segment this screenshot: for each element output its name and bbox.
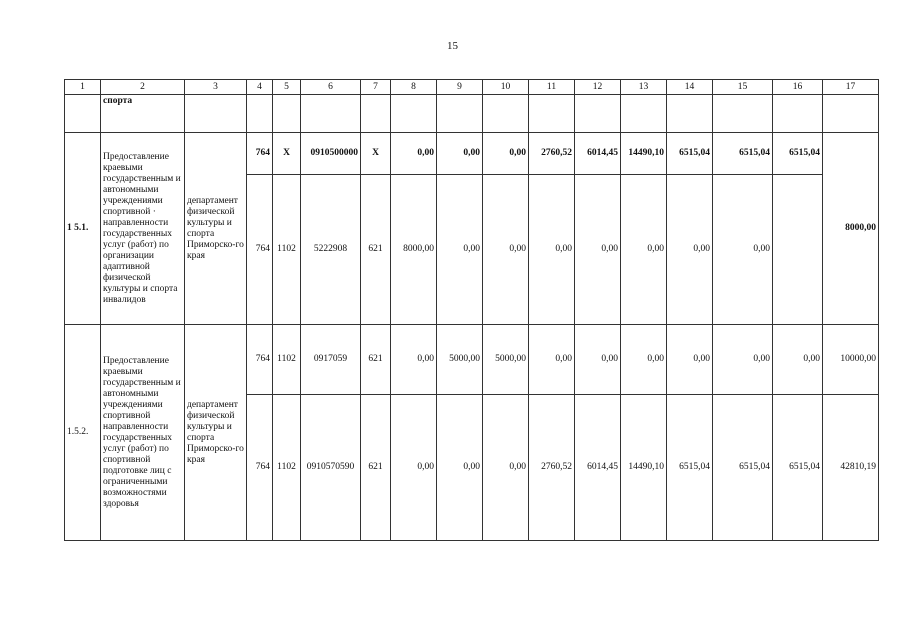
table-cell: 621: [361, 175, 391, 325]
table-cell: 5000,00: [483, 325, 529, 395]
table-cell: 0,00: [575, 325, 621, 395]
table-cell: 6515,04: [773, 133, 823, 175]
table-cell: 0,00: [621, 175, 667, 325]
table-cell: 6014,45: [575, 133, 621, 175]
page-number: 15: [447, 40, 458, 52]
table-cell: 764: [247, 325, 273, 395]
table-cell: 8000,00: [391, 175, 437, 325]
table-cell: 0,00: [391, 133, 437, 175]
table-cell: 0,00: [667, 325, 713, 395]
table-cell: 5000,00: [437, 325, 483, 395]
table-cell: 0,00: [621, 325, 667, 395]
table-cell: 6515,04: [667, 395, 713, 541]
budget-table: [64, 79, 879, 541]
row-executor: департамент физической культуры и спорта Приморско-го края: [185, 133, 247, 325]
header-cell: 14: [667, 80, 713, 95]
header-cell: 7: [361, 80, 391, 95]
table-cell: 764: [247, 133, 273, 175]
header-cell: 17: [823, 80, 879, 95]
empty-cell: [65, 95, 101, 133]
row-executor: департамент физической культуры и спорта Приморско-го края: [185, 325, 247, 541]
table-cell: 14490,10: [621, 395, 667, 541]
header-cell: 11: [529, 80, 575, 95]
table-cell: 0,00: [529, 325, 575, 395]
table-cell: 1102: [273, 395, 301, 541]
header-cell: 3: [185, 80, 247, 95]
table-cell: 0910500000: [301, 133, 361, 175]
header-cell: 5: [273, 80, 301, 95]
table-cell: 0,00: [773, 325, 823, 395]
table-cell: 621: [361, 395, 391, 541]
table-cell: 5222908: [301, 175, 361, 325]
row-description: Предоставление краевыми государственным и автономными учреждениями спортивной · направленности государственных услуг (работ) по организации адаптивной физической культуры и спорта инвалидов: [101, 133, 185, 325]
header-cell: 6: [301, 80, 361, 95]
table-cell: 6515,04: [773, 395, 823, 541]
header-cell: 12: [575, 80, 621, 95]
header-cell: 9: [437, 80, 483, 95]
table-cell: [773, 175, 823, 325]
table-cell: 1102: [273, 325, 301, 395]
table-cell: 0,00: [575, 175, 621, 325]
row-description: Предоставление краевыми государственным и автономными учреждениями спортивной направленности государственных услуг (работ) по спортивной подготовке лиц с ограниченными возможностями здоровья: [101, 325, 185, 541]
header-cell: 8: [391, 80, 437, 95]
header-row: [65, 80, 879, 95]
table-cell: 10000,00: [823, 325, 879, 395]
header-cell: 2: [101, 80, 185, 95]
header-cell: 16: [773, 80, 823, 95]
empty-cell: [185, 95, 247, 133]
table-cell: 0,00: [713, 325, 773, 395]
continuation-text: спорта: [101, 95, 185, 133]
table-cell: 621: [361, 325, 391, 395]
table-cell: 14490,10: [621, 133, 667, 175]
table-cell: 0,00: [391, 395, 437, 541]
row-number: 1.5.2.: [65, 325, 101, 541]
table-cell: 0,00: [667, 175, 713, 325]
table-cell: 0,00: [483, 175, 529, 325]
header-cell: 4: [247, 80, 273, 95]
table-cell: 6515,04: [713, 395, 773, 541]
header-cell: 13: [621, 80, 667, 95]
table-row: [65, 325, 879, 395]
table-cell: 0917059: [301, 325, 361, 395]
table-cell: 2760,52: [529, 133, 575, 175]
table-cell: 2760,52: [529, 395, 575, 541]
table-cell: 0,00: [529, 175, 575, 325]
row-total: 8000,00: [823, 133, 879, 325]
table-cell: 0,00: [391, 325, 437, 395]
header-cell: 15: [713, 80, 773, 95]
row-number: 1 5.1.: [65, 133, 101, 325]
table-cell: X: [361, 133, 391, 175]
table-cell: 0,00: [437, 395, 483, 541]
table-cell: 0,00: [483, 133, 529, 175]
table-cell: 42810,19: [823, 395, 879, 541]
table-row: [65, 133, 879, 175]
table-cell: 0910570590: [301, 395, 361, 541]
table-cell: 0,00: [713, 175, 773, 325]
table-cell: 764: [247, 395, 273, 541]
table-cell: 6515,04: [667, 133, 713, 175]
table-cell: 0,00: [437, 175, 483, 325]
header-cell: 10: [483, 80, 529, 95]
table-cell: 1102: [273, 175, 301, 325]
table-cell: X: [273, 133, 301, 175]
continuation-row: [65, 95, 879, 133]
table-cell: 0,00: [483, 395, 529, 541]
header-cell: 1: [65, 80, 101, 95]
table-cell: 0,00: [437, 133, 483, 175]
table-cell: 6515,04: [713, 133, 773, 175]
table-cell: 6014,45: [575, 395, 621, 541]
table-cell: 764: [247, 175, 273, 325]
